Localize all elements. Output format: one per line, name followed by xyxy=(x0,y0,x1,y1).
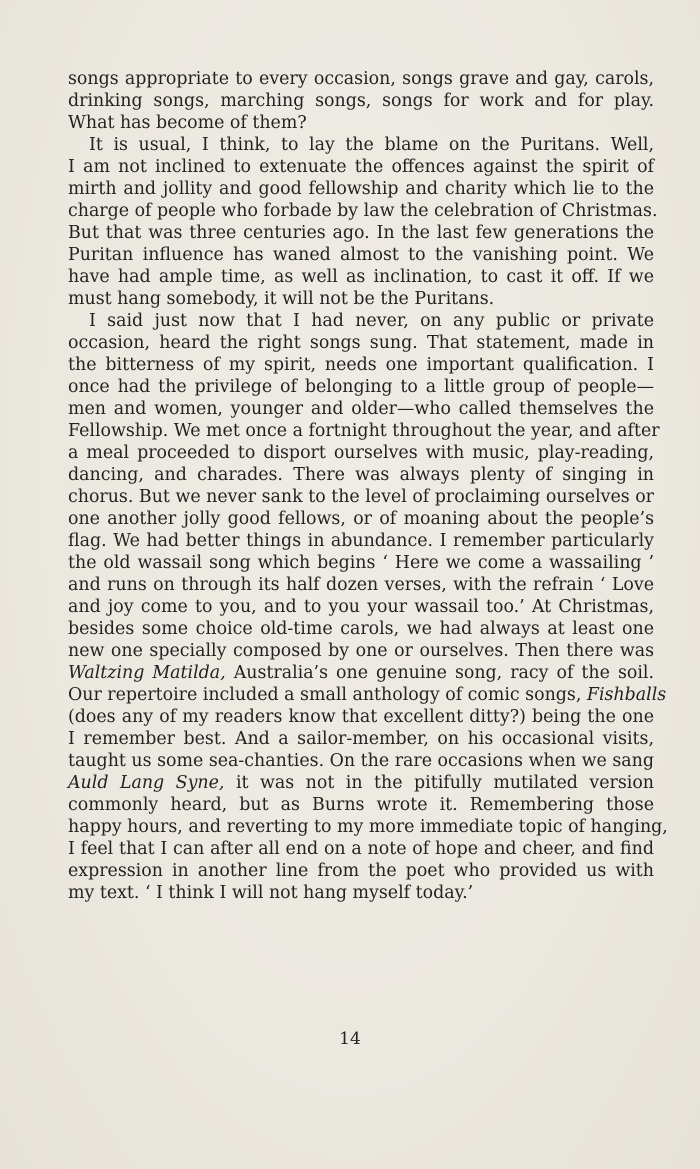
text-line: Fellowship. We met once a fortnight throughout the year, and after xyxy=(68,421,660,441)
text-line: once had the privilege of belonging to a little group of people— xyxy=(68,377,654,397)
text-line: drinking songs, marching songs, songs for work and for play. xyxy=(68,91,654,111)
text-line: I said just now that I had never, on any public or private xyxy=(89,311,654,331)
text-line: men and women, younger and older—who called themselves the xyxy=(68,399,654,419)
italic-title: Waltzing Matilda, xyxy=(68,663,226,683)
italic-title: Fishballs xyxy=(586,685,667,705)
text-line: charge of people who forbade by law the celebration of Christmas. xyxy=(68,201,658,221)
text-line: new one specially composed by one or ourselves. Then there was xyxy=(68,641,654,661)
text-line: flag. We had better things in abundance. I remember particularly xyxy=(68,531,654,551)
text-line: Puritan influence has waned almost to the vanishing point. We xyxy=(68,245,654,265)
text-line: besides some choice old-time carols, we had always at least one xyxy=(68,619,654,639)
italic-title: Auld Lang Syne, xyxy=(68,773,225,793)
text-line: Auld Lang Syne, it was not in the pitifully mutilated version xyxy=(68,773,654,793)
text-line: expression in another line from the poet who provided us with xyxy=(68,861,654,881)
text-line: and runs on through its half dozen verses, with the refrain ‘ Love xyxy=(68,575,654,595)
text-line: dancing, and charades. There was always plenty of singing in xyxy=(68,465,654,485)
text-line: one another jolly good fellows, or of moaning about the people’s xyxy=(68,509,654,529)
text-line: happy hours, and reverting to my more immediate topic of hanging, xyxy=(68,817,668,837)
text-line: Waltzing Matilda, Australia’s one genuine song, racy of the soil. xyxy=(68,663,654,683)
text-line: I am not inclined to extenuate the offences against the spirit of xyxy=(68,157,654,177)
text-line: chorus. But we never sank to the level of proclaiming ourselves or xyxy=(68,487,654,507)
text-line: occasion, heard the right songs sung. That statement, made in xyxy=(68,333,654,353)
text-line: taught us some sea-chanties. On the rare occasions when we sang xyxy=(68,751,654,771)
text-line: mirth and jollity and good fellowship and charity which lie to the xyxy=(68,179,654,199)
text-line: the bitterness of my spirit, needs one important qualification. I xyxy=(68,355,654,375)
text-line: must hang somebody, it will not be the Puritans. xyxy=(68,289,495,309)
text-line: What has become of them? xyxy=(68,113,307,133)
text-line: and joy come to you, and to you your wassail too.’ At Christmas, xyxy=(68,597,654,617)
text-line: Our repertoire included a small anthology of comic songs, Fishballs xyxy=(68,685,667,705)
text-line: my text. ‘ I think I will not hang myself today.’ xyxy=(68,883,474,903)
text-line: have had ample time, as well as inclination, to cast it off. If we xyxy=(68,267,654,287)
text-line: songs appropriate to every occasion, songs grave and gay, carols, xyxy=(68,69,654,89)
text-line: commonly heard, but as Burns wrote it. Remembering those xyxy=(68,795,654,815)
text-line: the old wassail song which begins ‘ Here we come a wassailing ’ xyxy=(68,553,654,573)
text-line: I feel that I can after all end on a note of hope and cheer, and find xyxy=(68,839,654,859)
text-line: a meal proceeded to disport ourselves with music, play-reading, xyxy=(68,443,654,463)
text-line: I remember best. And a sailor-member, on his occasional visits, xyxy=(68,729,654,749)
text-line: It is usual, I think, to lay the blame on the Puritans. Well, xyxy=(89,135,654,155)
text-line: (does any of my readers know that excellent ditty?) being the one xyxy=(68,707,654,727)
body-text xyxy=(68,68,668,904)
text-line: But that was three centuries ago. In the last few generations the xyxy=(68,223,654,243)
page-number: 14 xyxy=(339,1029,361,1049)
